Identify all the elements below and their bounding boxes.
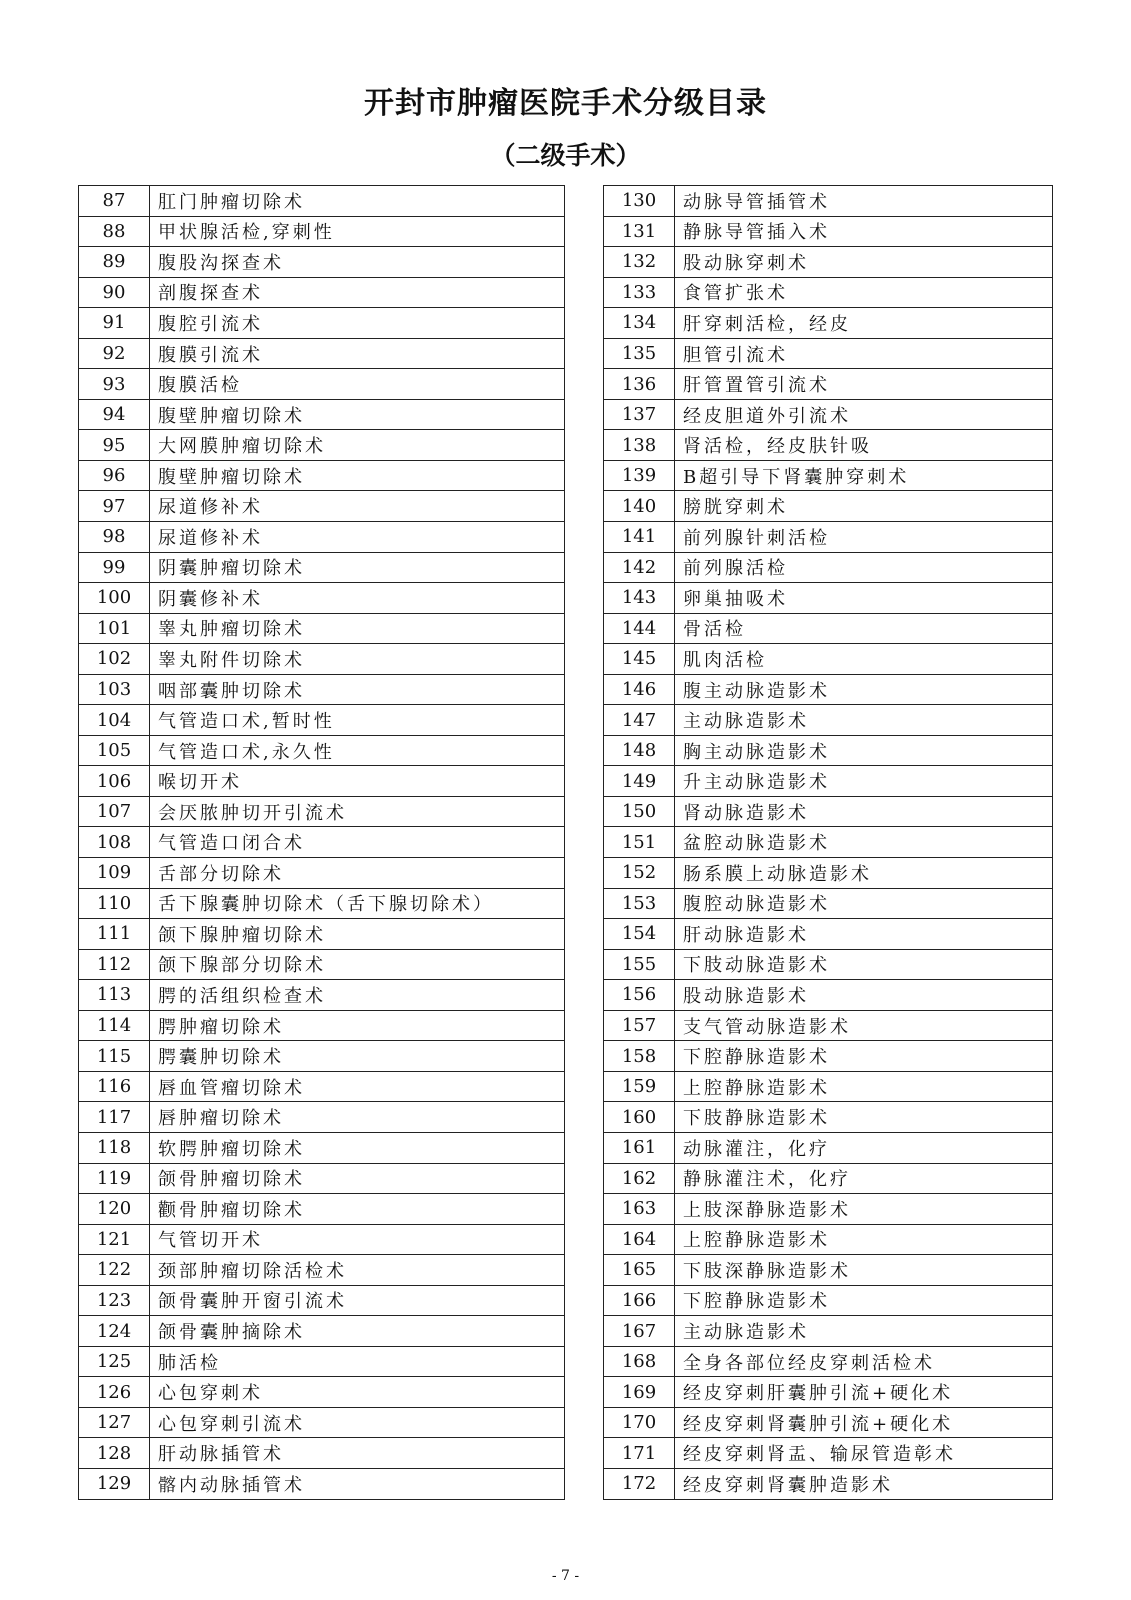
procedure-name: 经皮穿刺肾囊肿引流+硬化术 (675, 1407, 1053, 1438)
row-number: 118 (79, 1132, 150, 1163)
row-number: 165 (604, 1255, 675, 1286)
table-row (79, 1438, 565, 1469)
table-row (604, 583, 1053, 614)
procedure-name: 腹壁肿瘤切除术 (150, 460, 565, 491)
table-row (604, 399, 1053, 430)
procedure-name: 肺活检 (150, 1346, 565, 1377)
procedure-name: 盆腔动脉造影术 (675, 827, 1053, 858)
table-row (79, 522, 565, 553)
row-number: 103 (79, 674, 150, 705)
table-row (604, 1377, 1053, 1408)
table-row (604, 522, 1053, 553)
table-row (604, 644, 1053, 675)
table-row (79, 583, 565, 614)
table-row (79, 1255, 565, 1286)
row-number: 142 (604, 552, 675, 583)
procedure-name: 腹壁肿瘤切除术 (150, 399, 565, 430)
procedure-name: 阴囊肿瘤切除术 (150, 552, 565, 583)
procedure-name: 肛门肿瘤切除术 (150, 186, 565, 217)
row-number: 151 (604, 827, 675, 858)
row-number: 109 (79, 858, 150, 889)
row-number: 122 (79, 1255, 150, 1286)
procedure-name: 经皮胆道外引流术 (675, 399, 1053, 430)
procedure-name: 卵巢抽吸术 (675, 583, 1053, 614)
procedure-name: 气管造口术,永久性 (150, 735, 565, 766)
procedure-name: 大网膜肿瘤切除术 (150, 430, 565, 461)
table-row (79, 613, 565, 644)
row-number: 87 (79, 186, 150, 217)
table-row (79, 247, 565, 278)
table-row (79, 644, 565, 675)
row-number: 163 (604, 1194, 675, 1225)
table-row (604, 430, 1053, 461)
procedure-name: 主动脉造影术 (675, 705, 1053, 736)
row-number: 154 (604, 919, 675, 950)
row-number: 157 (604, 1010, 675, 1041)
table-row (79, 1377, 565, 1408)
table-row (79, 308, 565, 339)
procedure-name: 胸主动脉造影术 (675, 735, 1053, 766)
row-number: 101 (79, 613, 150, 644)
table-row (604, 552, 1053, 583)
table-row (604, 735, 1053, 766)
procedure-name: 气管造口术,暂时性 (150, 705, 565, 736)
document-subtitle: （二级手术） (490, 141, 641, 170)
row-number: 164 (604, 1224, 675, 1255)
table-row (604, 338, 1053, 369)
procedure-name: 前列腺针刺活检 (675, 522, 1053, 553)
procedure-name: 肾活检，经皮肤针吸 (675, 430, 1053, 461)
procedure-name: 动脉灌注，化疗 (675, 1132, 1053, 1163)
procedure-name: 上肢深静脉造影术 (675, 1194, 1053, 1225)
table-row (604, 1346, 1053, 1377)
row-number: 90 (79, 277, 150, 308)
row-number: 127 (79, 1407, 150, 1438)
procedure-name: 静脉灌注术，化疗 (675, 1163, 1053, 1194)
table-row (604, 1285, 1053, 1316)
row-number: 153 (604, 888, 675, 919)
table-row (604, 827, 1053, 858)
row-number: 144 (604, 613, 675, 644)
procedure-name: 睾丸肿瘤切除术 (150, 613, 565, 644)
table-row (79, 1010, 565, 1041)
procedure-name: 颌下腺肿瘤切除术 (150, 919, 565, 950)
procedure-name: 心包穿刺引流术 (150, 1407, 565, 1438)
table-row (604, 247, 1053, 278)
procedure-name: 下腔静脉造影术 (675, 1041, 1053, 1072)
table-row (79, 1163, 565, 1194)
row-number: 114 (79, 1010, 150, 1041)
table-row (604, 186, 1053, 217)
procedure-name: 会厌脓肿切开引流术 (150, 796, 565, 827)
row-number: 131 (604, 216, 675, 247)
table-row (604, 858, 1053, 889)
row-number: 125 (79, 1346, 150, 1377)
procedure-name: 前列腺活检 (675, 552, 1053, 583)
procedure-name: 肝管置管引流术 (675, 369, 1053, 400)
table-row (79, 949, 565, 980)
row-number: 102 (79, 644, 150, 675)
procedure-name: 舌下腺囊肿切除术（舌下腺切除术） (150, 888, 565, 919)
table-row (604, 216, 1053, 247)
row-number: 159 (604, 1071, 675, 1102)
table-row (604, 369, 1053, 400)
row-number: 138 (604, 430, 675, 461)
table-row (604, 980, 1053, 1011)
row-number: 110 (79, 888, 150, 919)
table-row (604, 919, 1053, 950)
table-row (604, 888, 1053, 919)
row-number: 133 (604, 277, 675, 308)
row-number: 170 (604, 1407, 675, 1438)
row-number: 99 (79, 552, 150, 583)
row-number: 92 (79, 338, 150, 369)
table-row (604, 705, 1053, 736)
row-number: 161 (604, 1132, 675, 1163)
procedure-name: 喉切开术 (150, 766, 565, 797)
procedure-name: 腹膜引流术 (150, 338, 565, 369)
table-row (79, 277, 565, 308)
table-row (79, 796, 565, 827)
table-row (79, 491, 565, 522)
row-number: 150 (604, 796, 675, 827)
row-number: 91 (79, 308, 150, 339)
row-number: 117 (79, 1102, 150, 1133)
procedure-name: 经皮穿刺肾囊肿造影术 (675, 1468, 1053, 1499)
row-number: 100 (79, 583, 150, 614)
table-row (604, 1010, 1053, 1041)
row-number: 129 (79, 1468, 150, 1499)
row-number: 149 (604, 766, 675, 797)
table-row (604, 1163, 1053, 1194)
table-row (604, 1468, 1053, 1499)
procedure-name: 颈部肿瘤切除活检术 (150, 1255, 565, 1286)
table-row (79, 1102, 565, 1133)
table-row (79, 1316, 565, 1347)
table-row (79, 1194, 565, 1225)
procedure-name: 颧骨肿瘤切除术 (150, 1194, 565, 1225)
procedure-name: 肾动脉造影术 (675, 796, 1053, 827)
row-number: 143 (604, 583, 675, 614)
row-number: 96 (79, 460, 150, 491)
left-procedure-table (78, 185, 565, 1500)
table-row (79, 827, 565, 858)
procedure-name: 肝动脉插管术 (150, 1438, 565, 1469)
row-number: 146 (604, 674, 675, 705)
row-number: 98 (79, 522, 150, 553)
row-number: 141 (604, 522, 675, 553)
row-number: 171 (604, 1438, 675, 1469)
table-row (79, 399, 565, 430)
table-row (79, 919, 565, 950)
procedure-name: 腹股沟探查术 (150, 247, 565, 278)
procedure-name: 腹腔引流术 (150, 308, 565, 339)
table-row (604, 1316, 1053, 1347)
row-number: 116 (79, 1071, 150, 1102)
procedure-name: B超引导下肾囊肿穿刺术 (675, 460, 1053, 491)
procedure-name: 软腭肿瘤切除术 (150, 1132, 565, 1163)
row-number: 160 (604, 1102, 675, 1133)
row-number: 88 (79, 216, 150, 247)
procedure-name: 气管造口闭合术 (150, 827, 565, 858)
procedure-name: 上腔静脉造影术 (675, 1071, 1053, 1102)
procedure-name: 下肢静脉造影术 (675, 1102, 1053, 1133)
row-number: 120 (79, 1194, 150, 1225)
procedure-name: 骨活检 (675, 613, 1053, 644)
table-row (604, 1255, 1053, 1286)
table-row (604, 796, 1053, 827)
table-row (79, 1071, 565, 1102)
row-number: 108 (79, 827, 150, 858)
row-number: 152 (604, 858, 675, 889)
table-row (604, 308, 1053, 339)
procedure-name: 主动脉造影术 (675, 1316, 1053, 1347)
procedure-name: 经皮穿刺肾盂、输尿管造彰术 (675, 1438, 1053, 1469)
row-number: 134 (604, 308, 675, 339)
procedure-name: 气管切开术 (150, 1224, 565, 1255)
table-row (79, 1407, 565, 1438)
row-number: 145 (604, 644, 675, 675)
table-row (604, 1132, 1053, 1163)
row-number: 156 (604, 980, 675, 1011)
table-row (604, 1102, 1053, 1133)
row-number: 155 (604, 949, 675, 980)
row-number: 121 (79, 1224, 150, 1255)
table-row (79, 552, 565, 583)
row-number: 128 (79, 1438, 150, 1469)
table-row (604, 1407, 1053, 1438)
procedure-name: 支气管动脉造影术 (675, 1010, 1053, 1041)
procedure-name: 髂内动脉插管术 (150, 1468, 565, 1499)
procedure-name: 下肢深静脉造影术 (675, 1255, 1053, 1286)
row-number: 123 (79, 1285, 150, 1316)
table-row (604, 613, 1053, 644)
table-row (604, 674, 1053, 705)
row-number: 162 (604, 1163, 675, 1194)
procedure-name: 全身各部位经皮穿刺活检术 (675, 1346, 1053, 1377)
table-row (604, 1438, 1053, 1469)
row-number: 104 (79, 705, 150, 736)
row-number: 147 (604, 705, 675, 736)
table-row (79, 369, 565, 400)
row-number: 169 (604, 1377, 675, 1408)
table-row (79, 186, 565, 217)
row-number: 166 (604, 1285, 675, 1316)
right-procedure-table (603, 185, 1053, 1500)
table-row (79, 460, 565, 491)
row-number: 89 (79, 247, 150, 278)
procedure-name: 咽部囊肿切除术 (150, 674, 565, 705)
document-title: 开封市肿瘤医院手术分级目录 (364, 86, 767, 121)
table-row (604, 949, 1053, 980)
row-number: 137 (604, 399, 675, 430)
row-number: 93 (79, 369, 150, 400)
procedure-name: 腭肿瘤切除术 (150, 1010, 565, 1041)
procedure-name: 静脉导管插入术 (675, 216, 1053, 247)
row-number: 148 (604, 735, 675, 766)
procedure-name: 睾丸附件切除术 (150, 644, 565, 675)
row-number: 97 (79, 491, 150, 522)
table-row (79, 705, 565, 736)
row-number: 136 (604, 369, 675, 400)
table-row (79, 1285, 565, 1316)
table-row (79, 338, 565, 369)
row-number: 112 (79, 949, 150, 980)
row-number: 105 (79, 735, 150, 766)
procedure-name: 肝穿刺活检，经皮 (675, 308, 1053, 339)
procedure-name: 阴囊修补术 (150, 583, 565, 614)
table-row (604, 1071, 1053, 1102)
row-number: 167 (604, 1316, 675, 1347)
procedure-name: 食管扩张术 (675, 277, 1053, 308)
row-number: 172 (604, 1468, 675, 1499)
row-number: 126 (79, 1377, 150, 1408)
table-row (79, 1041, 565, 1072)
table-row (604, 1224, 1053, 1255)
procedure-name: 舌部分切除术 (150, 858, 565, 889)
table-row (79, 674, 565, 705)
procedure-name: 颌骨囊肿摘除术 (150, 1316, 565, 1347)
procedure-name: 尿道修补术 (150, 491, 565, 522)
table-row (79, 1346, 565, 1377)
table-row (79, 888, 565, 919)
procedure-name: 膀胱穿刺术 (675, 491, 1053, 522)
procedure-name: 上腔静脉造影术 (675, 1224, 1053, 1255)
procedure-name: 尿道修补术 (150, 522, 565, 553)
procedure-name: 肠系膜上动脉造影术 (675, 858, 1053, 889)
procedure-name: 股动脉造影术 (675, 980, 1053, 1011)
row-number: 124 (79, 1316, 150, 1347)
procedure-name: 动脉导管插管术 (675, 186, 1053, 217)
table-row (79, 980, 565, 1011)
row-number: 139 (604, 460, 675, 491)
row-number: 158 (604, 1041, 675, 1072)
procedure-name: 腭的活组织检查术 (150, 980, 565, 1011)
table-row (604, 491, 1053, 522)
row-number: 119 (79, 1163, 150, 1194)
page-number: - 7 - (551, 1568, 580, 1584)
table-row (79, 1224, 565, 1255)
procedure-name: 下腔静脉造影术 (675, 1285, 1053, 1316)
row-number: 115 (79, 1041, 150, 1072)
procedure-name: 肌肉活检 (675, 644, 1053, 675)
row-number: 111 (79, 919, 150, 950)
table-row (79, 858, 565, 889)
table-row (79, 1468, 565, 1499)
table-row (604, 1194, 1053, 1225)
table-row (79, 1132, 565, 1163)
row-number: 94 (79, 399, 150, 430)
procedure-name: 唇血管瘤切除术 (150, 1071, 565, 1102)
table-row (79, 735, 565, 766)
table-row (604, 460, 1053, 491)
procedure-name: 腹腔动脉造影术 (675, 888, 1053, 919)
row-number: 130 (604, 186, 675, 217)
table-row (79, 216, 565, 247)
table-row (79, 766, 565, 797)
table-row (604, 1041, 1053, 1072)
row-number: 135 (604, 338, 675, 369)
row-number: 106 (79, 766, 150, 797)
procedure-name: 腹主动脉造影术 (675, 674, 1053, 705)
procedure-name: 胆管引流术 (675, 338, 1053, 369)
procedure-name: 经皮穿刺肝囊肿引流+硬化术 (675, 1377, 1053, 1408)
procedure-name: 颌骨肿瘤切除术 (150, 1163, 565, 1194)
procedure-name: 腹膜活检 (150, 369, 565, 400)
procedure-name: 颌下腺部分切除术 (150, 949, 565, 980)
procedure-name: 股动脉穿刺术 (675, 247, 1053, 278)
procedure-name: 肝动脉造影术 (675, 919, 1053, 950)
procedure-name: 唇肿瘤切除术 (150, 1102, 565, 1133)
row-number: 140 (604, 491, 675, 522)
table-row (79, 430, 565, 461)
procedure-name: 升主动脉造影术 (675, 766, 1053, 797)
procedure-name: 甲状腺活检,穿刺性 (150, 216, 565, 247)
procedure-name: 心包穿刺术 (150, 1377, 565, 1408)
row-number: 107 (79, 796, 150, 827)
table-row (604, 277, 1053, 308)
row-number: 132 (604, 247, 675, 278)
procedure-name: 剖腹探查术 (150, 277, 565, 308)
table-row (604, 766, 1053, 797)
procedure-name: 下肢动脉造影术 (675, 949, 1053, 980)
row-number: 95 (79, 430, 150, 461)
procedure-name: 颌骨囊肿开窗引流术 (150, 1285, 565, 1316)
row-number: 113 (79, 980, 150, 1011)
procedure-name: 腭囊肿切除术 (150, 1041, 565, 1072)
row-number: 168 (604, 1346, 675, 1377)
